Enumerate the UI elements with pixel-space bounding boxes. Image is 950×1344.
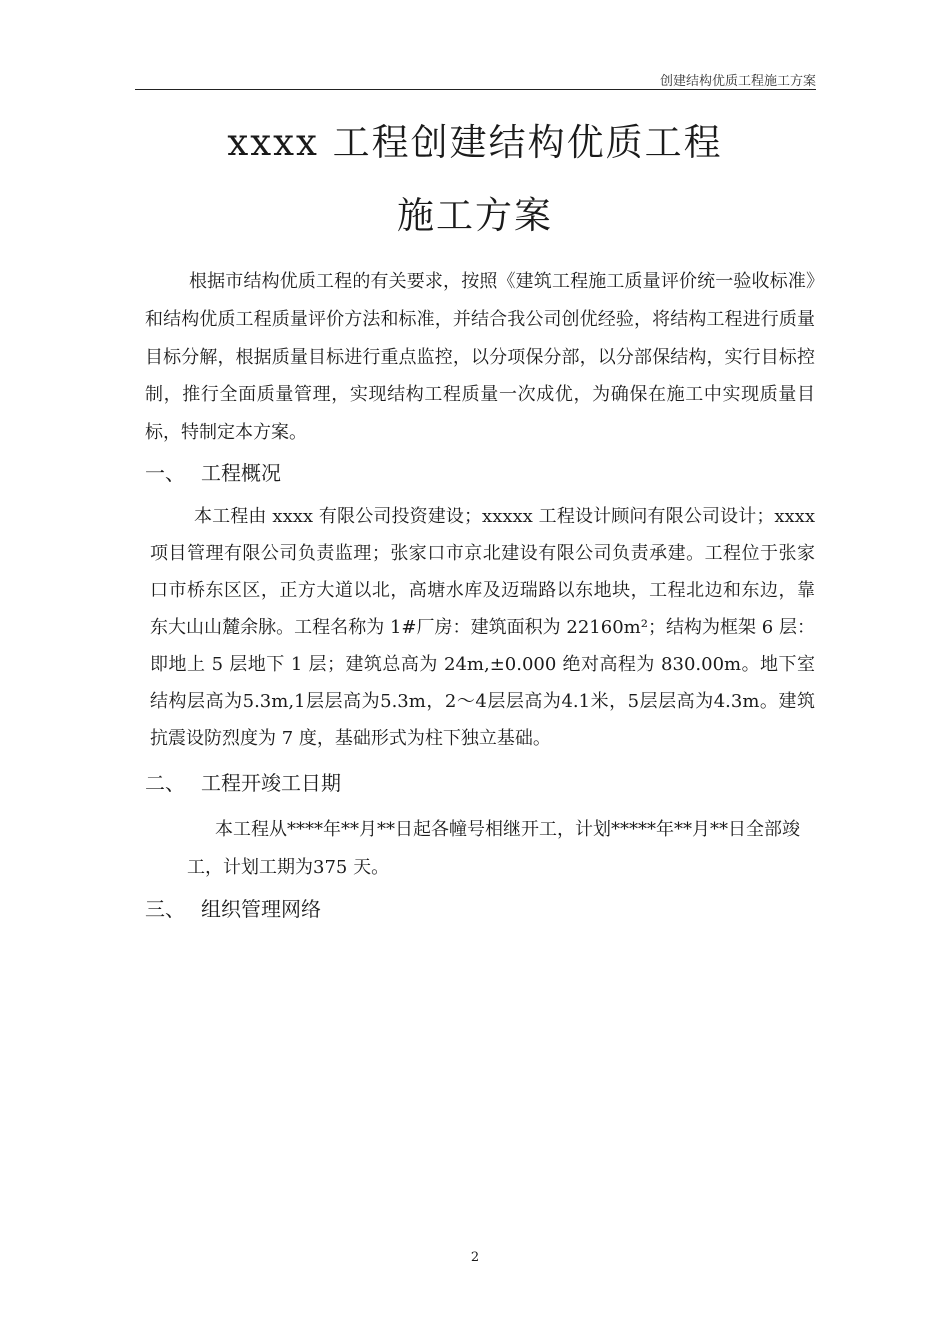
section-number: 三、 bbox=[145, 897, 185, 921]
header-rule bbox=[135, 89, 816, 90]
section-number: 一、 bbox=[145, 461, 185, 485]
section-title: 组织管理网络 bbox=[201, 897, 321, 921]
section-1-body: 本工程由 xxxx 有限公司投资建设；xxxxx 工程设计顾问有限公司设计；xxxx 项目管理有限公司负责监理；张家口市京北建设有限公司负责承建。工程位于张家口市桥东区区，正方大道以北，高塘水库及迈瑞路以东地块，工程北边和东边，靠东大山山麓余脉。工程名称为 1#厂房：建筑面积为 22160m²；结构为框架 6 层：即地上 5 层地下 1 层；建筑总高为 24m,±0.000 绝对高程为 830.00m。地下室结构层高为5.3m,1层层高为5.3m，2～4层层高为4.1米，5层层高为4.3m。建筑抗震设防烈度为 7 度，基础形式为柱下独立基础。 bbox=[150, 506, 815, 749]
document-title-line-2: 施工方案 bbox=[397, 194, 553, 237]
page-number: 2 bbox=[470, 1250, 480, 1265]
section-heading-1 bbox=[145, 459, 281, 487]
intro-paragraph: 根据市结构优质工程的有关要求，按照《建筑工程施工质量评价统一验收标准》和结构优质工程质量评价方法和标准，并结合我公司创优经验，将结构工程进行质量目标分解，根据质量目标进行重点监控，以分项保分部，以分部保结构，实行目标控制，推行全面质量管理，实现结构工程质量一次成优，为确保在施工中实现质量目标，特制定本方案。 bbox=[145, 271, 815, 444]
section-heading-2 bbox=[145, 769, 341, 797]
running-header: 创建结构优质工程施工方案 bbox=[659, 74, 816, 89]
section-number: 二、 bbox=[145, 771, 185, 795]
section-title: 工程概况 bbox=[201, 461, 281, 485]
document-title-line-1: xxxx 工程创建结构优质工程 bbox=[227, 121, 723, 164]
section-heading-3 bbox=[145, 895, 321, 923]
section-2-body: 本工程从****年**月**日起各幢号相继开工，计划*****年**月**日全部竣工，计划工期为375 天。 bbox=[187, 819, 800, 878]
section-title: 工程开竣工日期 bbox=[201, 771, 341, 795]
